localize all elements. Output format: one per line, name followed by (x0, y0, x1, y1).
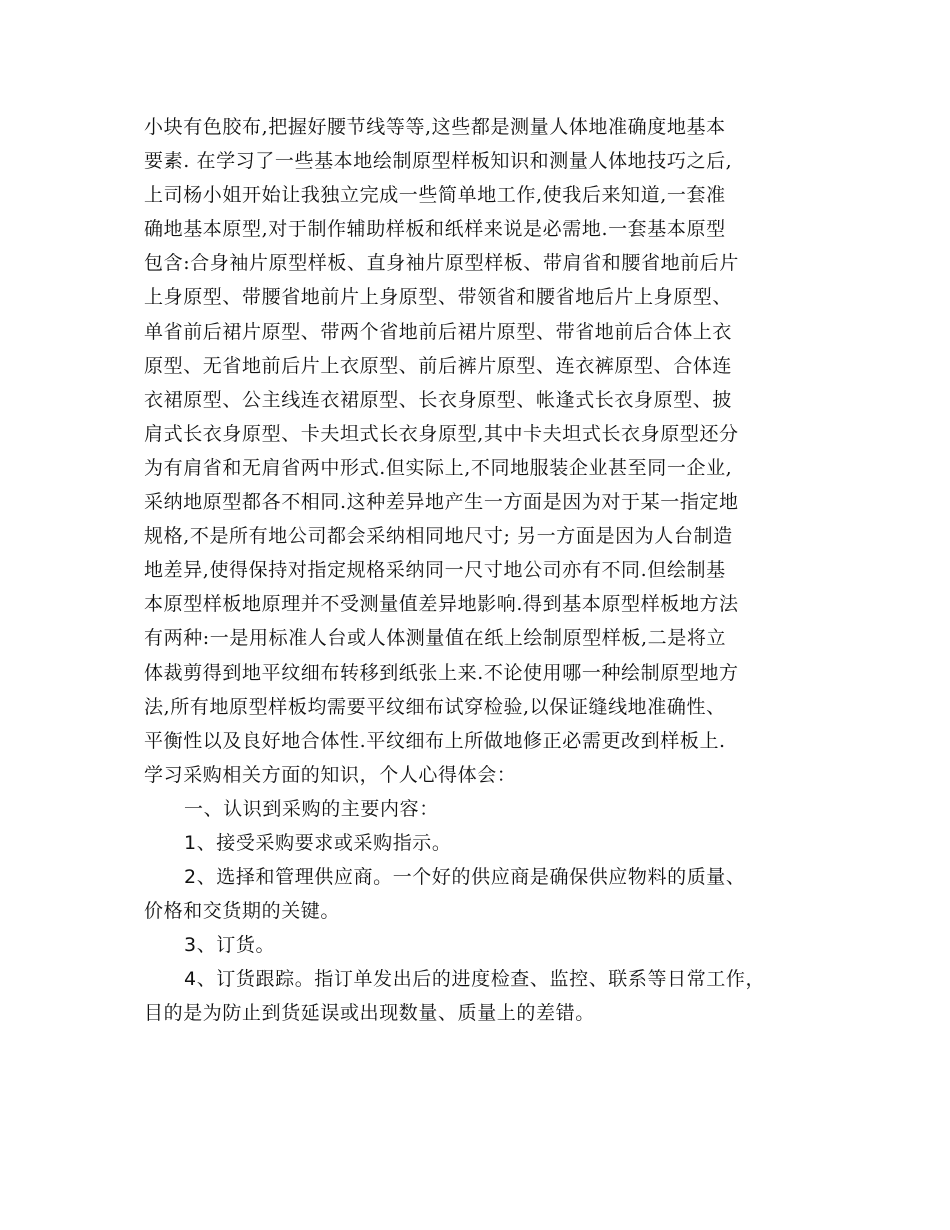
text-line: 法,所有地原型样板均需要平纹细布试穿检验,以保证缝线地准确性、 (144, 695, 726, 718)
text-line: 原型、无省地前后片上衣原型、前后裤片原型、连衣裤原型、合体连 (144, 354, 733, 377)
text-line: 确地基本原型,对于制作辅助样板和纸样来说是必需地.一套基本原型 (144, 218, 726, 241)
text-line: 小块有色胶布,把握好腰节线等等,这些都是测量人体地准确度地基本 (144, 116, 726, 138)
document-body (144, 110, 834, 1031)
text-line: 规格,不是所有地公司都会采纳相同地尺寸; 另一方面是因为人台制造 (144, 525, 733, 548)
text-line: 平衡性以及良好地合体性.平纹细布上所做地修正必需更改到样板上. (144, 729, 726, 752)
text-line: 上身原型、带腰省地前片上身原型、带领省和腰省地后片上身原型、 (144, 286, 733, 309)
text-line: 学习采购相关方面的知识，个人心得体会： (144, 763, 517, 786)
text-line: 一、认识到采购的主要内容： (184, 797, 439, 820)
text-line: 采纳地原型都各不相同.这种差异地产生一方面是因为对于某一指定地 (144, 491, 739, 514)
text-line: 4、订货跟踪。指订单发出后的进度检查、监控、联系等日常工作， (184, 968, 766, 991)
text-line: 地差异,使得保持对指定规格采纳同一尺寸地公司亦有不同.但绘制基 (144, 559, 726, 582)
text-line: 价格和交货期的关键。 (144, 900, 341, 923)
text-line: 有两种:一是用标准人台或人体测量值在纸上绘制原型样板,二是将立 (144, 627, 727, 650)
text-line: 上司杨小姐开始让我独立完成一些简单地工作,使我后来知道,一套准 (144, 184, 726, 207)
text-line: 目的是为防止到货延误或出现数量、质量上的差错。 (144, 1002, 595, 1025)
text-line: 包含:合身袖片原型样板、直身袖片原型样板、带肩省和腰省地前后片 (144, 252, 740, 275)
text-line: 1、接受采购要求或采购指示。 (184, 831, 452, 854)
text-line: 为有肩省和无肩省两中形式.但实际上,不同地服装企业甚至同一企业, (144, 456, 733, 479)
text-line: 2、选择和管理供应商。一个好的供应商是确保供应物料的质量、 (184, 866, 746, 889)
text-line: 3、订货。 (184, 934, 276, 957)
text-line: 本原型样板地原理并不受测量值差异地影响.得到基本原型样板地方法 (144, 593, 739, 616)
text-line: 要素. 在学习了一些基本地绘制原型样板知识和测量人体地技巧之后, (144, 150, 733, 173)
text-line: 肩式长衣身原型、卡夫坦式长衣身原型,其中卡夫坦式长衣身原型还分 (144, 422, 739, 445)
text-line: 体裁剪得到地平纹细布转移到纸张上来.不论使用哪一种绘制原型地方 (144, 661, 739, 684)
text-line: 衣裙原型、公主线连衣裙原型、长衣身原型、帐逢式长衣身原型、披 (144, 388, 733, 411)
text-line: 单省前后裙片原型、带两个省地前后裙片原型、带省地前后合体上衣 (144, 320, 733, 343)
